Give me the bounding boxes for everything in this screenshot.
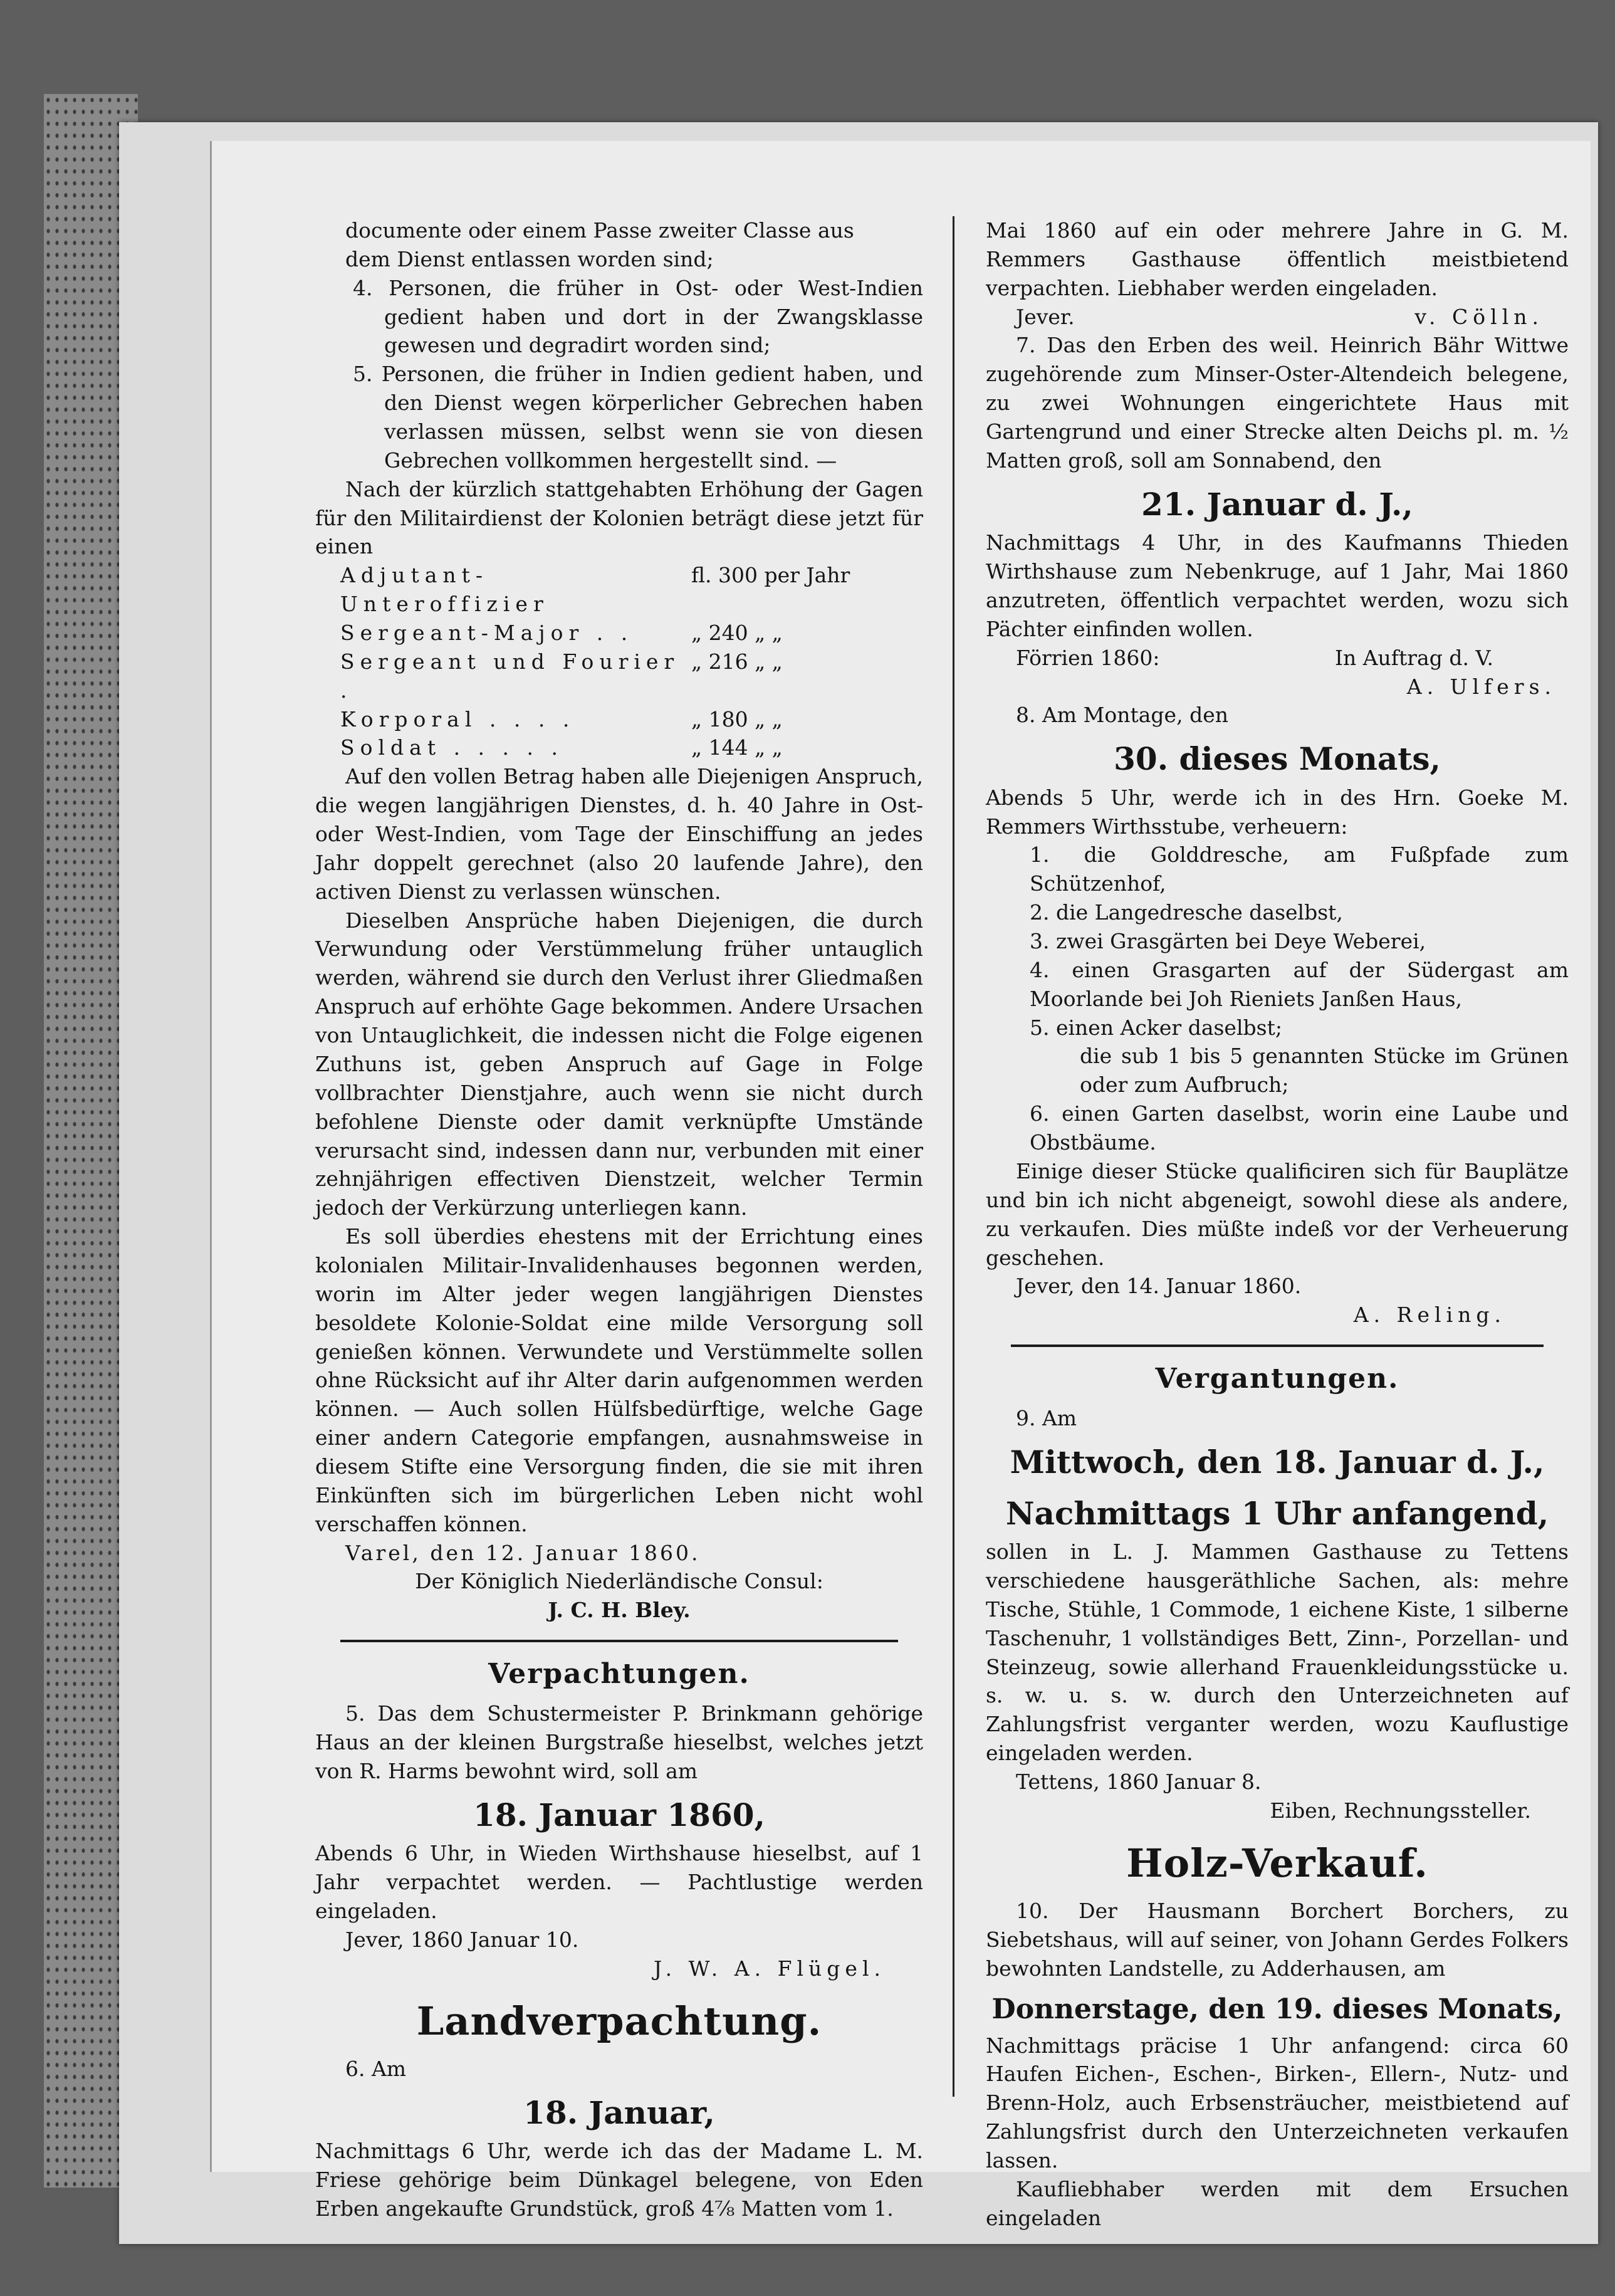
- item-10-last: Kaufliebhaber werden mit dem Ersuchen eingeladen: [986, 2176, 1569, 2230]
- item-8-cont: Einige dieser Stücke qualificiren sich für Bauplätze und bin ich nicht abgeneigt, sowohl diese als andere, zu verkaufen. Dies müßte indeß vor der Verheuerung geschehen.: [986, 1158, 1569, 1270]
- jever-14-date: Jever, den 14. Januar 1860.: [1016, 1274, 1302, 1299]
- date-donnerstag: Donnerstage, den 19. dieses Monats,: [991, 1993, 1563, 2026]
- item-9-am: 9. Am: [1016, 1406, 1077, 1431]
- newspaper-page: [210, 141, 1591, 2230]
- intro-line-1: documente oder einem Passe zweiter Classe aus: [345, 218, 854, 243]
- auftrag-label: In Auftrag d. V.: [1334, 645, 1493, 670]
- date-mittwoch: Mittwoch, den 18. Januar d. J.,: [1010, 1444, 1545, 1481]
- list-item: 3. zwei Grasgärten bei Deye Weberei,: [1030, 929, 1426, 954]
- coelln-signature: v. Cölln.: [1414, 304, 1544, 329]
- item-8-intro: Abends 5 Uhr, werde ich in des Hrn. Goeke M. Remmers Wirthsstube, verheuern:: [986, 785, 1569, 839]
- holz-verkauf-heading: Holz-Verkauf.: [1126, 1840, 1428, 1886]
- tettens-date: Tettens, 1860 Januar 8.: [1016, 1769, 1262, 1794]
- rate-amount: fl. 300 per Jahr: [691, 563, 850, 588]
- rate-rank: Adjutant-Unteroffizier: [340, 563, 549, 617]
- landverpachtung-heading: Landverpachtung.: [416, 1998, 822, 2044]
- top-para: Mai 1860 auf ein oder mehrere Jahre in G. M. Remmers Gasthause öffentlich meistbietend verpachten. Liebhaber werden eingeladen.: [986, 218, 1569, 300]
- item-5-pacht-cont: Abends 6 Uhr, in Wieden Wirthshause hieselbst, auf 1 Jahr verpachtet werden. — Pachtlustige werden eingeladen.: [315, 1841, 923, 1924]
- rate-amount: „ 216 „ „: [691, 649, 783, 674]
- consul-name: J. C. H. Bley.: [548, 1598, 691, 1623]
- list-item: die sub 1 bis 5 genannten Stücke im Grünen oder zum Aufbruch;: [1080, 1044, 1569, 1098]
- foerrien-line: [986, 644, 1569, 673]
- date-30-dieses-monats: 30. dieses Monats,: [1114, 740, 1441, 778]
- rate-amount: „ 180 „ „: [691, 706, 783, 731]
- item-7: 7. Das den Erben des weil. Heinrich Bähr Wittwe zugehörende zum Minser-Oster-Altendeich belegene, zu zwei Wohnungen eingerichtete Haus mit Gartengrund und einer Strecke alten Deichs pl. m. ½ Matten groß, soll am Sonnabend, den: [986, 333, 1569, 473]
- para-betrag: Auf den vollen Betrag haben alle Diejenigen Anspruch, die wegen langjährigen Dienstes, d. h. 40 Jahre in Ost- oder West-Indien, vom Tage der Einschiffung an jedes Jahr doppelt gerechnet (also 20 laufende Jahre), den activen Dienst zu verlassen wünschen.: [315, 764, 923, 904]
- intro-line-2: dem Dienst entlassen worden sind;: [345, 246, 714, 271]
- gagen-intro: Nach der kürzlich stattgehabten Erhöhung der Gagen für den Militairdienst der Kolonien beträgt diese jetzt für einen: [315, 476, 923, 559]
- para-ansprueche: Dieselben Ansprüche haben Diejenigen, die durch Verwundung oder Verstümmelung früher untauglich werden, während sie durch den Verlust ihrer Gliedmaßen Anspruch auf erhöhte Gage bekommen. Andere Ursachen von Untauglichkeit, die indessen nicht die Folge eigenen Zuthuns ist, geben Anspruch auf Gage in Folge vollbrachter Dienstjahre, auch wenn sie nicht durch befohlene Dienste oder damit verknüpfte Umstände verursacht sind, indessen dann nur, verbunden mit einer zehnjährigen effectiven Dienstzeit, welcher Termin jedoch der Verkürzung unterliegen kann.: [315, 908, 923, 1220]
- rate-row: [340, 705, 923, 734]
- vergantungen-heading: Vergantungen.: [1155, 1363, 1399, 1395]
- fluegel-signature: J. W. A. Flügel.: [654, 1956, 886, 1981]
- reling-signature: A. Reling.: [1353, 1303, 1506, 1328]
- rate-amount: „ 240 „ „: [691, 621, 783, 646]
- item-6-text: Nachmittags 6 Uhr, werde ich das der Madame L. M. Friese gehörige beim Dünkagel belegene, von Eden Erben angekaufte Grundstück, groß 4⅞ Matten vom 1.: [315, 2139, 923, 2221]
- jever-label: Jever.: [1016, 304, 1075, 329]
- varel-date: Varel, den 12. Januar 1860.: [345, 1540, 701, 1565]
- item-5: 5. Personen, die früher in Indien gedient haben, und den Dienst wegen körperlicher Gebrechen haben verlassen müssen, selbst wenn sie von diesen Gebrechen vollkommen hergestellt sind. —: [353, 362, 923, 473]
- verpachtungen-heading: Verpachtungen.: [488, 1658, 750, 1691]
- date-18-januar: 18. Januar,: [523, 2094, 715, 2131]
- section-rule: [1011, 1345, 1544, 1347]
- right-column: [986, 216, 1569, 2233]
- item-9-text: sollen in L. J. Mammen Gasthause zu Tettens verschiedene hausgeräthliche Sachen, als: mehre Tische, Stühle, 1 Commode, 1 eichene Kiste, 1 silberne Taschenuhr, 1 vollständiges Bett, Zinn-, Porzellan- und Steinzeug, sowie allerhand Frauenkleidungsstücke u. s. w. u. s. w. durch den Unterzeichneten auf Zahlungsfrist verganter werden, wozu Kauflustige eingeladen werden.: [986, 1539, 1569, 1766]
- jever-date: Jever, 1860 Januar 10.: [345, 1927, 579, 1952]
- eiben-signature: Eiben, Rechnungssteller.: [1270, 1798, 1531, 1823]
- para-invaliden: Es soll überdies ehestens mit der Errichtung eines kolonialen Militair-Invalidenhauses begonnen werden, worin im Alter jeder wegen langjährigen Dienstes besoldete Kolonie-Soldat eine milde Versorgung soll genießen können. Verwundete und Verstümmelte sollen ohne Rücksicht auf ihr Alter darin aufgenommen werden können. — Auch sollen Hülfsbedürftige, welche Gage einer andern Categorie empfangen, ausnahmsweise in diesem Stifte eine Versorgung finden, die sie mit ihren Einkünften sich im bürgerlichen Leben nicht wohl verschaffen können.: [315, 1224, 923, 1536]
- rate-rank: Soldat . . . . .: [340, 735, 563, 760]
- rate-rank: Korporal . . . .: [340, 706, 575, 731]
- left-column: [315, 216, 923, 2223]
- rate-row: [340, 619, 923, 647]
- list-item: 4. einen Grasgarten auf der Südergast am Moorlande bei Joh Rieniets Janßen Haus,: [1030, 957, 1569, 1011]
- item-5-pacht: 5. Das dem Schustermeister P. Brinkmann gehörige Haus an der kleinen Burgstraße hieselbst, welches jetzt von R. Harms bewohnt wird, soll am: [315, 1701, 923, 1783]
- item-8-list: [986, 841, 1569, 1156]
- foerrien-label: Förrien 1860:: [1016, 645, 1160, 670]
- item-10-cont: Nachmittags präcise 1 Uhr anfangend: circa 60 Haufen Eichen-, Eschen-, Birken-, Ellern-, Nutz- und Brenn-Holz, auch Erbsensträucher, meistbietend auf Zahlungsfrist durch den Unterzeichneten verkaufen lassen.: [986, 2033, 1569, 2173]
- item-6-am: 6. Am: [345, 2056, 407, 2081]
- list-item: 1. die Golddresche, am Fußpfade zum Schützenhof,: [1030, 842, 1569, 896]
- date-21-januar: 21. Januar d. J.,: [1141, 485, 1413, 523]
- column-divider: [953, 216, 954, 2097]
- rate-amount: „ 144 „ „: [691, 735, 783, 760]
- list-item: 5. einen Acker daselbst;: [1030, 1015, 1282, 1040]
- rate-row: [340, 733, 923, 762]
- rate-rank: Sergeant und Fourier .: [340, 649, 680, 703]
- jever-coelln-line: [986, 303, 1569, 332]
- rate-row: [340, 561, 923, 619]
- section-rule: [340, 1640, 898, 1642]
- date-nachmittags: Nachmittags 1 Uhr anfangend,: [1005, 1494, 1549, 1532]
- ulfers-signature: A. Ulfers.: [1406, 674, 1556, 699]
- list-item: 6. einen Garten daselbst, worin eine Laube und Obstbäume.: [1030, 1101, 1569, 1155]
- rate-rank: Sergeant-Major . .: [340, 621, 634, 646]
- item-8-am: 8. Am Montage, den: [1016, 703, 1228, 728]
- item-4: 4. Personen, die früher in Ost- oder West-Indien gedient haben und dort in der Zwangsklasse gewesen und degradirt worden sind;: [353, 275, 923, 358]
- date-18-januar-1860: 18. Januar 1860,: [473, 1796, 765, 1833]
- item-10: 10. Der Hausmann Borchert Borchers, zu Siebetshaus, will auf seiner, von Johann Gerdes Folkers bewohnten Landstelle, zu Adderhausen, am: [986, 1898, 1569, 1981]
- consul-title: Der Königlich Niederländische Consul:: [415, 1569, 823, 1594]
- list-item: 2. die Langedresche daselbst,: [1030, 900, 1343, 925]
- rate-row: [340, 647, 923, 705]
- rate-table: [315, 561, 923, 762]
- item-7-cont: Nachmittags 4 Uhr, in des Kaufmanns Thieden Wirthshause zum Nebenkruge, auf 1 Jahr, Mai 1860 anzutreten, öffentlich verpachtet werden, wozu sich Pächter einfinden wollen.: [986, 530, 1569, 641]
